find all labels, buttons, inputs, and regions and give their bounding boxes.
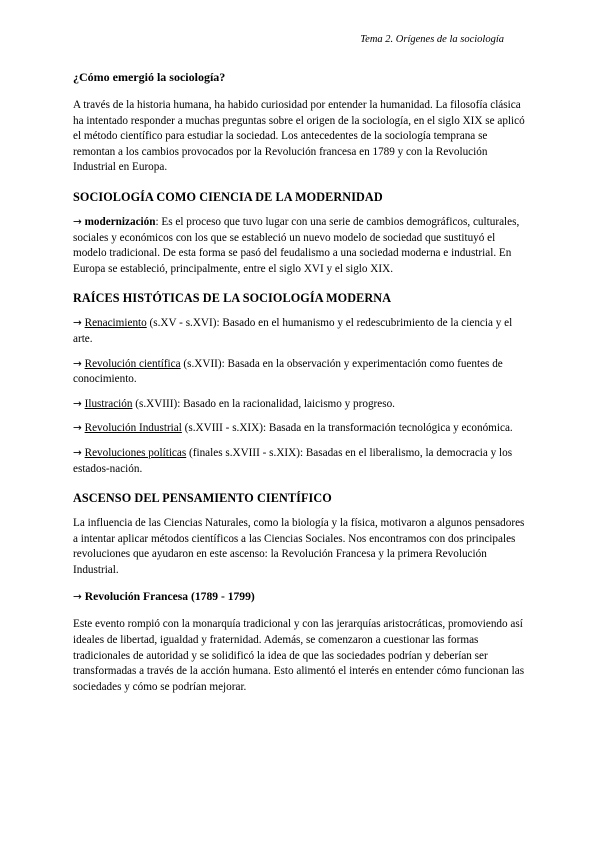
modernization-paragraph	[73, 215, 529, 277]
root-period: (s.XV - s.XVI)	[146, 317, 217, 330]
root-period: (s.XVIII)	[132, 397, 178, 410]
root-term: Renacimiento	[84, 317, 147, 330]
subheading-revolucion-francesa	[73, 590, 529, 603]
intro-question: ¿Cómo emergió la sociología?	[73, 70, 226, 84]
root-period: (s.XVIII - s.XIX)	[181, 422, 263, 435]
root-desc: : Basada en la observación y experimentación como fuentes de conocimiento.	[73, 357, 503, 386]
french-revolution-paragraph: Este evento rompió con la monarquía tradicional y con las jerarquías aristocráticas, promoviendo así ideales de libertad, igualdad y fraternidad. Además, se comenzaron a cuestionar las formas tradicionales de autoridad y se solidificó la idea de que las sociedades podrían y deberían ser transformadas a través de la acción humana. Esto alimentó el interés en entender cómo funcionan las sociedades y cómo se podrían mejorar.	[73, 618, 525, 693]
arrow-icon: →	[73, 215, 82, 228]
root-term: Ilustración	[84, 397, 133, 410]
subheading-title: Revolución Francesa	[84, 590, 189, 604]
subheading-years: (1789 - 1799)	[191, 590, 255, 604]
root-term: Revoluciones políticas	[84, 446, 187, 459]
scientific-paragraph: La influencia de las Ciencias Naturales, como la biología y la física, motivaron a algunos pensadores a intentar aplicar métodos científicos a las Ciencias Sociales. Nos encontramos con dos principales revoluciones que ayudaron en este ascenso: la Revolución Francesa y la primera Revolución Industrial.	[73, 517, 525, 576]
root-period: (finales s.XVIII - s.XIX)	[186, 446, 300, 459]
root-desc: : Basado en la racionalidad, laicismo y progreso.	[177, 397, 395, 410]
modernization-term: modernización	[84, 215, 156, 228]
list-item-revolucion-cientifica	[73, 357, 529, 388]
arrow-icon: →	[73, 591, 82, 604]
list-item-ilustracion	[73, 397, 529, 413]
root-term: Revolución Industrial	[84, 422, 182, 435]
section-heading-modernity: SOCIOLOGÍA COMO CIENCIA DE LA MODERNIDAD	[73, 189, 383, 204]
root-desc: : Basado en el humanismo y el redescubrimiento de la ciencia y el arte.	[73, 317, 513, 345]
arrow-icon: →	[73, 446, 82, 459]
document-body	[73, 70, 529, 705]
modernization-text: : Es el proceso que tuvo lugar con una serie de cambios demográficos, culturales, sociales y económicos con los que se estableció un nuevo modelo de sociedad que sustituyó el modelo tradicional. De esta forma se pasó del feudalismo a una sociedad moderna e industrial. En Europa se estableció, principalmente, entre el siglo XVI y el siglo XIX.	[73, 215, 520, 275]
root-term: Revolución científica	[84, 357, 181, 370]
arrow-icon: →	[73, 317, 82, 330]
arrow-icon: →	[73, 397, 82, 410]
running-header: Tema 2. Orígenes de la sociología	[360, 34, 504, 45]
root-desc: : Basadas en el liberalismo, la democracia y los estados-nación.	[73, 446, 513, 475]
root-period: (s.XVII)	[180, 357, 222, 370]
arrow-icon: →	[73, 422, 82, 435]
intro-paragraph: A través de la historia humana, ha habido curiosidad por entender la humanidad. La filosofía clásica ha intentado responder a muchas preguntas sobre el origen de la sociología, en el siglo XIX se aplicó el método científico para estudiar la sociedad. Los antecedentes de la sociología temprana se remontan a los cambios provocados por la Revolución francesa en 1789 y con la Revolución Industrial en Europa.	[73, 99, 525, 174]
root-desc: : Basada en la transformación tecnológica y económica.	[262, 422, 513, 435]
list-item-revolucion-industrial	[73, 421, 529, 437]
arrow-icon: →	[73, 357, 82, 370]
section-heading-roots: RAÍCES HISTÓTICAS DE LA SOCIOLOGÍA MODERNA	[73, 291, 392, 306]
section-heading-scientific: ASCENSO DEL PENSAMIENTO CIENTÍFICO	[73, 491, 332, 506]
list-item-renacimiento	[73, 316, 529, 347]
list-item-revoluciones-politicas	[73, 446, 529, 477]
